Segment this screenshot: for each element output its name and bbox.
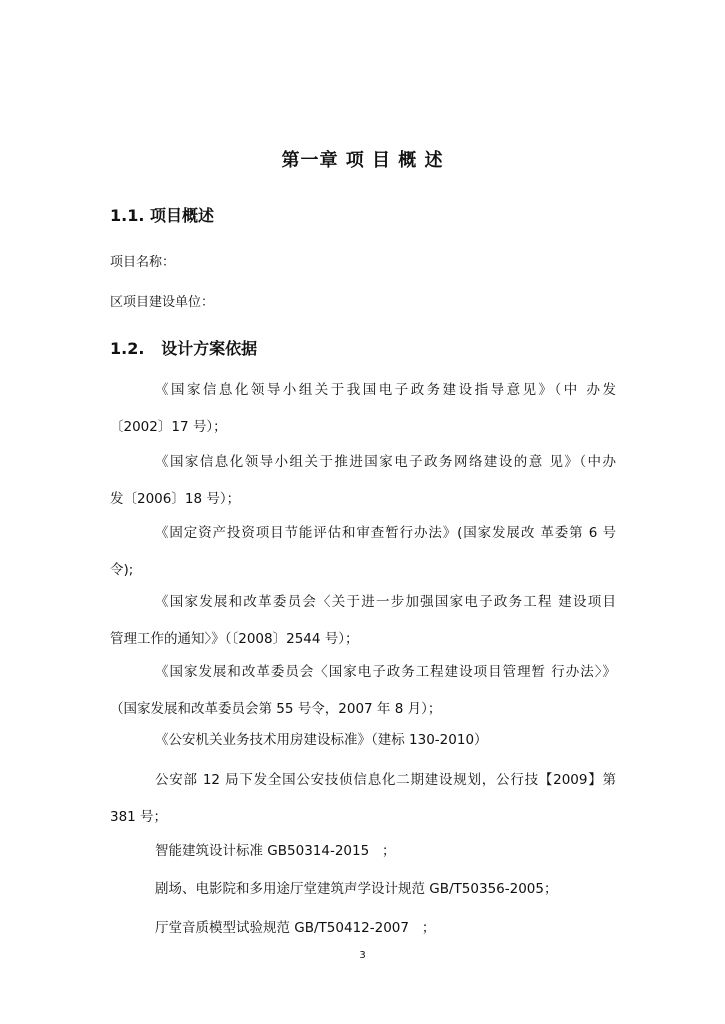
basis-line-1: 《国家发展和改革委员会〈关于进一步加强国家电子政务工程 建设项目 (155, 594, 616, 610)
basis-line-2: 发〔2006〕18 号）； (110, 491, 241, 507)
basis-line-1: 《国家信息化领导小组关于推进国家电子政务网络建设的意 见》（中办 (155, 454, 616, 470)
basis-line-2: 管理工作的通知〉》（〔2008〕2544 号）； (110, 631, 359, 647)
basis-paragraph-2 (110, 444, 616, 518)
basis-line-1: 《国家发展和改革委员会〈国家电子政务工程建设项目管理暂 行办法〉》 (155, 664, 616, 680)
basis-line-2: （国家发展和改革委员会第 55 号令，2007 年 8 月）； (110, 701, 442, 717)
basis-paragraph-1 (110, 372, 616, 446)
basis-line-2: 381 号； (110, 809, 168, 825)
standard-item-1: 智能建筑设计标准 GB50314-2015 ； (155, 843, 396, 859)
basis-paragraph-7 (110, 762, 616, 836)
construction-unit-field: 区项目建设单位： (110, 295, 215, 310)
page-number: 3 (359, 950, 366, 961)
chapter-title: 第一章 项 目 概 述 (281, 150, 444, 171)
basis-paragraph-3 (110, 515, 616, 589)
basis-line-1: 《公安机关业务技术用房建设标准》（建标 130-2010） (155, 732, 488, 748)
basis-paragraph-6 (110, 722, 616, 759)
basis-line-1: 《固定资产投资项目节能评估和审查暂行办法》(国家发展改 革委第 6 号 (155, 525, 616, 541)
basis-paragraph-4 (110, 584, 616, 658)
section-heading-1-1: 1.1. 项目概述 (110, 206, 214, 225)
project-name-field: 项目名称： (110, 255, 176, 270)
basis-line-2: 令); (110, 562, 134, 578)
standard-item-2: 剧场、电影院和多用途厅堂建筑声学设计规范 GB/T50356-2005； (155, 881, 558, 897)
standard-item-3: 厅堂音质模型试验规范 GB/T50412-2007 ； (155, 920, 436, 936)
basis-line-1: 公安部 12 局下发全国公安技侦信息化二期建设规划，公行技【2009】第 (155, 772, 616, 788)
section-heading-1-2: 1.2. 设计方案依据 (110, 339, 258, 358)
basis-line-2: 〔2002〕17 号）； (110, 419, 227, 435)
basis-line-1: 《国家信息化领导小组关于我国电子政务建设指导意见》（中 办发 (155, 382, 616, 398)
basis-paragraph-5 (110, 654, 616, 728)
